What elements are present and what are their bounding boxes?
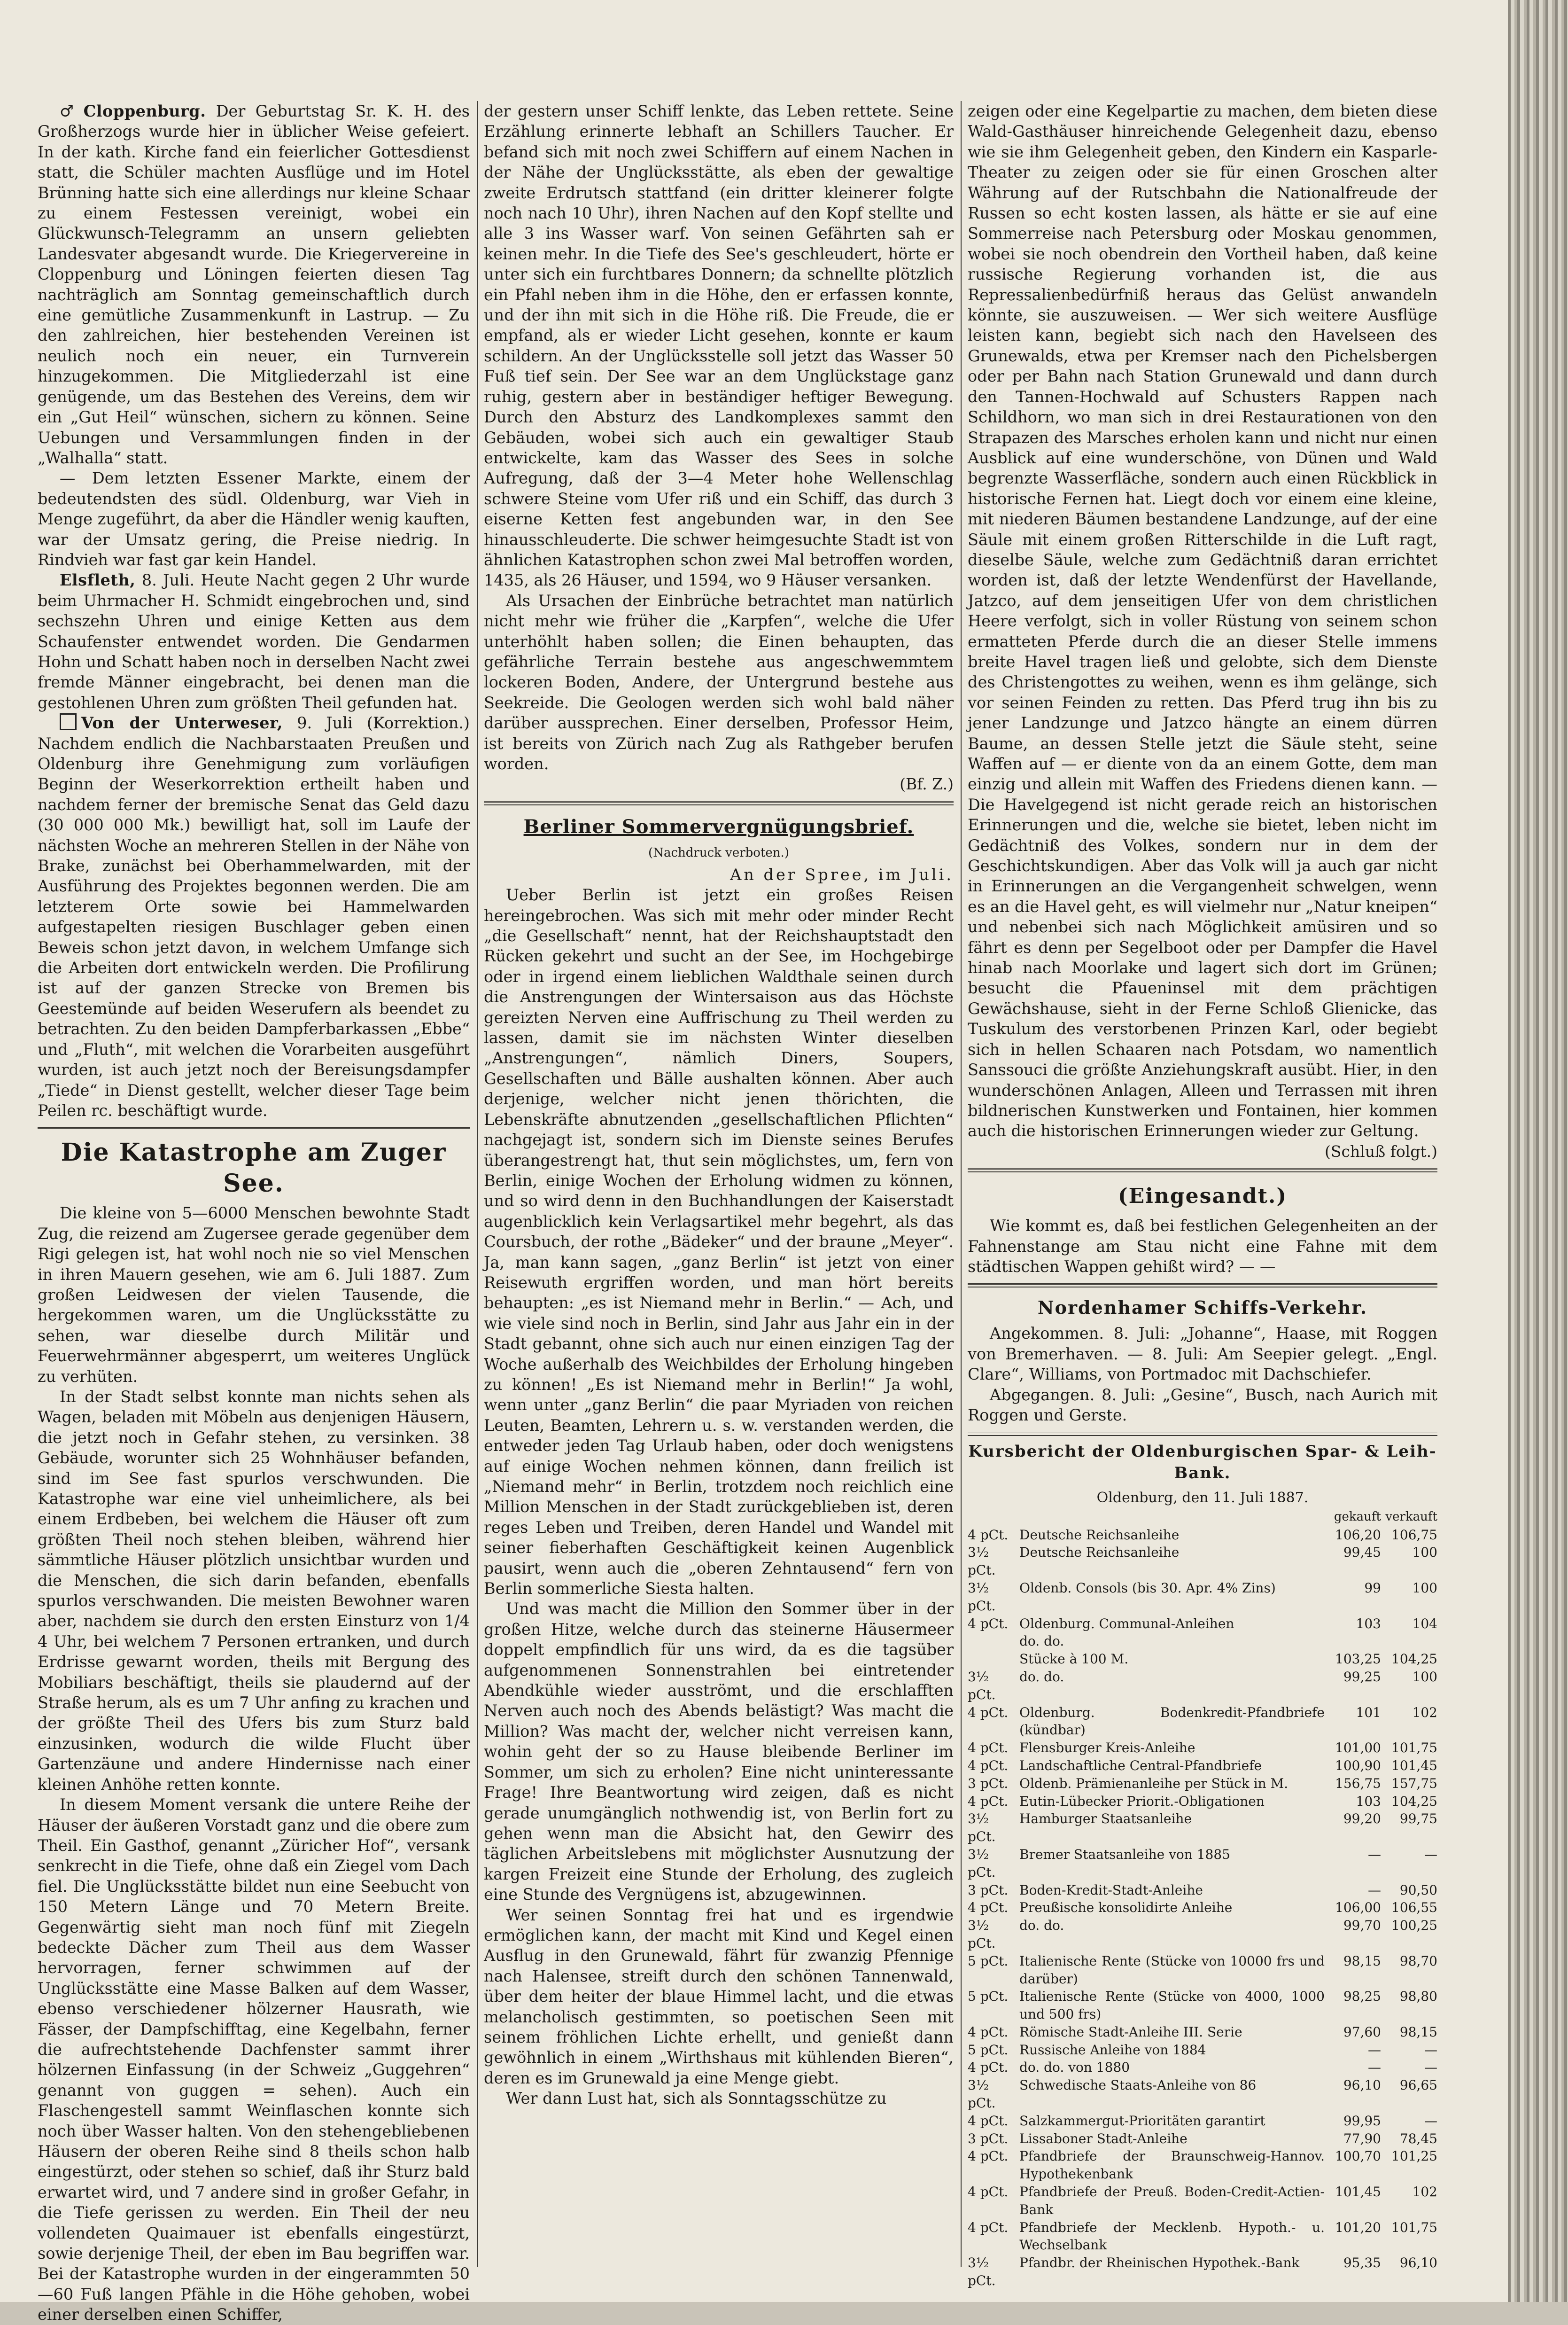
unterweser-article [38, 713, 470, 1121]
kurs-row [968, 2112, 1437, 2130]
section-divider [484, 801, 954, 805]
kurs-row [968, 2041, 1437, 2059]
kurs-buy: 103 [1356, 1615, 1381, 1631]
kurs-buy: — [1368, 2060, 1381, 2075]
unterweser-text: 9. Juli (Korrektion.) Nachdem endlich die Nachbarstaaten Preußen und Oldenburg ihre Genehmigung zum vorläufigen Beginn der Weserkorrektion ertheilt haben und nachdem ferner der bremische Senat das Geld dazu (30 000 000 Mk.) bewilligt hat, soll im Laufe der nächsten Woche an mehreren Stellen in der Nähe von Brake, zunächst bei Oberhammelwarden, mit der Ausführung des Projektes begonnen werden. Die am letzterem Orte sowie bei Hammelwarden aufgestapelten riesigen Buschlager geben einen Beweis schon jetzt davon, in welchem Umfange sich die Arbeiten dort entwickeln werden. Die Profilirung ist auf der ganzen Strecke von Bremen bis Geestemünde auf beiden Weserufern als beendet zu betrachten. Zu den beiden Dampferbarkassen „Ebbe“ und „Fluth“, mit welchen die Vorarbeiten ausgeführt wurden, ist auch jetzt noch der Bereisungsdampfer „Tiede“ in Dienst gestellt, welcher dieser Tage beim Peilen rc. beschäftigt wurde. [38, 714, 470, 1120]
kurs-name: do. do. [1019, 1669, 1064, 1685]
kurs-pct [968, 1632, 1019, 1650]
kurs-name: Italienische Rente (Stücke von 4000, 1000 und 500 frs) [1019, 1989, 1325, 2022]
kurs-buy: — [1368, 1846, 1381, 1862]
kurs-sell: — [1424, 2042, 1437, 2058]
kurs-name: do. do. [1019, 1918, 1064, 1934]
berlin-paragraph: Und was macht die Million den Sommer über in der großen Hitze, welche durch das steinerne Häusermeer doppelt empfindlich für uns wird, da es die tagsüber aufgenommenen Sonnenstrahlen bei eintretender Abendkühle wieder ausströmt, und die erschlafften Nerven auch noch des Abends belästigt? Was macht die Million? Was macht der, welcher nicht verreisen kann, wohin geht der so zu Hause bleibende Berliner im Sommer, um sich zu erholen? Eine nicht uninteressante Frage! Ihre Beantwortung wird zeigen, daß es nicht gerade unumgänglich nothwendig ist, von Berlin fort zu gehen wenn man die Absicht hat, den Gewirr des täglichen Arbeitslebens mit möglichster Ausnutzung der kargen Freizeit eine Stunde der Erholung, des zugleich eine Stunde des Vergnügens ist, abzugewinnen. [484, 1599, 954, 1904]
eingesandt-text: Wie kommt es, daß bei festlichen Gelegenheiten an der Fahnenstange am Stau nicht eine Fahne mit dem städtischen Wappen gehißt wird? — — [968, 1217, 1437, 1276]
kurs-sell: 100 [1412, 1580, 1437, 1596]
kurs-buy: 77,90 [1343, 2130, 1381, 2146]
kurs-row [968, 1579, 1437, 1615]
berlin-paragraph: zeigen oder eine Kegelpartie zu machen, dem bieten diese Wald-Gasthäuser hinreichende Gelegenheit dazu, ebenso wie sie ihm Gelegenheit geben, den Kindern ein Kasparle-Theater zu zeigen oder sie für einen Groschen alter Währung auf der Rutschbahn die Nationalfreude der Russen so echt kosten lassen, als hätte er sie auf eine Sommerreise nach Petersburg oder Moskau genommen, wobei sie noch obendrein den Vortheil haben, daß keine russische Regierung vorhanden ist, die aus Repressalienbedürfniß heraus das Gelüst anwandeln könnte, sie auszuweisen. — Wer sich weitere Ausflüge leisten kann, begiebt sich nach den Havelseen des Grunewalds, etwa per Kremser nach den Pichelsbergen oder per Bahn nach Station Grunewald und dann durch den Tannen-Hochwald auf Schusters Rappen nach Schildhorn, wo man sich in drei Restaurationen von den Strapazen des Marsches erholen kann und nicht nur einen Ausblick auf eine wunderschöne, von Dünen und Wald begrenzte Wasserfläche, sondern auch einen Rückblick in historische Fernen hat. Liegt doch vor einem eine kleine, mit niederen Bäumen bestandene Landzunge, auf der eine Säule mit einem großen Ritterschilde in die Luft ragt, dieselbe Säule, welche zum Gedächtniß daran errichtet worden ist, daß der letzte Wendenfürst der Havellande, Jatzco, auf dem jenseitigen Ufer von dem christlichen Heere verfolgt, sich in voller Rüstung von seinem schon ermatteten Pferde durch die an dieser Stelle immens breite Havel tragen ließ und gelobte, sich dem Dienste des Christengottes zu weihen, wenn es ihm gelänge, sich vor seinen Feinden zu retten. Das Pferd trug ihn bis zu jener Landzunge und Jatzco hängte an einem dürren Baume, an dessen Stelle jetzt die Säule steht, seine Waffen auf — er diente von da an einem Gotte, dem man einzig und allein mit Waffen des Friedens dienen kann. — Die Havelgegend ist nicht gerade reich an historischen Erinnerungen und die, welche sie bietet, leben nicht im Gedächtniß des Volkes, sondern nur in dem der Geschichtskundigen. Aber das Volk will ja auch gar nicht in Erinnerungen an die Vergangenheit schwelgen, wenn es an die Havel geht, es will vielmehr nur „Natur kneipen“ und nebenbei sich nach Möglichkeit amüsiren und so fährt es denn per Segelboot oder per Dampfer die Havel hinab nach Moorlake und lagert sich dort im Grünen; besucht die Pfaueninsel mit dem prächtigen Gewächshause, sieht in der Ferne Schloß Glienicke, das Tuskulum des verstorbenen Prinzen Karl, oder begiebt sich in hellen Schaaren nach Potsdam, wo namentlich Sanssouci die größte Anziehungskraft ausübt. Hier, in den wunderschönen Anlagen, Alleen und Terrassen mit ihren bildnerischen Kunstwerken und Fontainen, hier kommen auch die historischen Erinnerungen wieder zur Geltung. [968, 102, 1437, 1140]
kurs-buy: 100,90 [1335, 1757, 1381, 1773]
kurs-sell: 104 [1412, 1615, 1437, 1631]
zug-paragraph: der gestern unser Schiff lenkte, das Leben rettete. Seine Erzählung erinnerte lebhaft an Schillers Taucher. Er befand sich mit noch zwei Schiffern auf einem Nachen in der Nähe der Unglücksstätte, als eben der gewaltige zweite Erdrutsch stattfand (ein dritter kleinerer folgte noch nach 10 Uhr), ihren Nachen auf den Kopf stellte und alle 3 ins Wasser warf. Von seinen Gefährten sah er keinen mehr. In die Tiefe des See's geschleudert, hörte er unter sich ein furchtbares Donnern; da schnellte plötzlich ein Pfahl neben ihm in die Höhe, den er erfassen konnte, und der ihn mit sich in die Höhe riß. Die Freude, die er empfand, als er wieder Licht gesehen, konnte er kaum schildern. An der Unglücksstelle soll jetzt das Wasser 50 Fuß tief sein. Der See war an dem Unglückstage ganz ruhig, gestern aber in beständiger heftiger Bewegung. Durch den Absturz des Landkomplexes sammt den Gebäuden, wobei sich auch ein gewaltiger Staub entwickelte, kam das Wasser des Sees in solche Aufregung, daß der 3—4 Meter hohe Wellenschlag schwere Steine vom Ufer riß und ein Schiff, das durch 3 eiserne Ketten fest angebunden war, in den See hinausschleuderte. Die schwer heimgesuchte Stadt ist von ähnlichen Katastrophen schon zwei Mal betroffen worden, 1435, als 26 Häuser, und 1594, wo 9 Häuser versanken. [484, 102, 954, 590]
kurs-sell: 102 [1412, 2184, 1437, 2200]
kurs-pct: 4 pCt. [968, 2060, 1009, 2075]
kurs-row [968, 2254, 1437, 2290]
kurs-pct: 3½ pCt. [968, 1580, 996, 1614]
kurs-pct: 3 pCt. [968, 1882, 1009, 1898]
kurs-name: Landschaftliche Central-Pfandbriefe [1019, 1757, 1262, 1773]
kurs-sell: 98,70 [1399, 1953, 1437, 1969]
kurs-buy: 99,45 [1343, 1545, 1381, 1560]
kurs-name: Oldenb. Consols (bis 30. Apr. 4% Zins) [1019, 1580, 1276, 1596]
kurs-row [968, 1704, 1437, 1740]
elsfleth-place: Elsfleth, [59, 571, 136, 590]
kurs-row [968, 2130, 1437, 2148]
kurs-row [968, 1668, 1437, 1704]
kurs-name: Lissaboner Stadt-Anleihe [1019, 2130, 1188, 2146]
kurs-sell: 99,75 [1399, 1811, 1437, 1827]
schiffs-title: Nordenhamer Schiffs-Verkehr. [1037, 1297, 1368, 1319]
cloppenburg-article [38, 101, 470, 468]
kurs-sell: 101,75 [1391, 2219, 1437, 2235]
kurs-row [968, 1793, 1437, 1810]
kurs-sell: 78,45 [1399, 2130, 1437, 2146]
kurs-sell: 157,75 [1391, 1775, 1437, 1791]
kurs-head-buy: gekauft [1334, 1509, 1381, 1524]
kurs-row [968, 1757, 1437, 1775]
kurs-name: Oldenb. Prämienanleihe per Stück in M. [1019, 1775, 1289, 1791]
kurs-name: Pfandbr. der Rheinischen Hypothek.-Bank [1019, 2255, 1300, 2271]
kurs-sell: — [1424, 2113, 1437, 2129]
kurs-sell: 90,50 [1399, 1882, 1437, 1898]
kurs-row [968, 2059, 1437, 2076]
kurs-row [968, 1632, 1437, 1650]
kurs-name: Russische Anleihe von 1884 [1019, 2042, 1206, 2058]
kurs-sell: 96,10 [1399, 2255, 1437, 2271]
kurs-sell: 98,80 [1399, 1989, 1437, 2005]
kurs-header-row [968, 1508, 1437, 1526]
kurs-buy: 156,75 [1335, 1775, 1381, 1791]
kurs-pct: 4 pCt. [968, 2184, 1009, 2200]
kurs-name: do. do. [1019, 1633, 1064, 1649]
kurs-sell: 101,75 [1391, 1740, 1437, 1756]
kurs-buy: 101,00 [1335, 1740, 1381, 1756]
kurs-sell: 104,25 [1391, 1651, 1437, 1667]
kurs-sell: — [1424, 1846, 1437, 1862]
zug-paragraph: Als Ursachen der Einbrüche betrachtet man natürlich nicht mehr wie früher die „Karpfen“, welche die Ufer unterhöhlt haben sollen; die Einen behaupten, das gefährliche Terrain bestehe aus angeschwemmtem lockeren Boden, Andere, der Untergrund bestehe aus Seekreide. Die Geologen werden sich wohl bald näher darüber aussprechen. Einer derselben, Professor Heim, ist bereits von Zürich nach Zug als Rathgeber berufen worden. [484, 591, 954, 773]
kurs-buy: 99,20 [1343, 1811, 1381, 1827]
kurs-sell: 104,25 [1391, 1793, 1437, 1809]
unterweser-place: Von der Unterweser, [81, 714, 283, 733]
kurs-sell: 100 [1412, 1545, 1437, 1560]
cloppenburg-place: Cloppenburg. [83, 102, 206, 120]
kurs-sell: 96,65 [1399, 2077, 1437, 2093]
kurs-pct: 4 pCt. [968, 2148, 1009, 2164]
kurs-row [968, 1917, 1437, 1952]
zug-paragraph: In der Stadt selbst konnte man nichts sehen als Wagen, beladen mit Möbeln aus denjenigen Häusern, die jetzt noch in Gefahr stehen, zu versinken. 38 Gebäude, worunter sich 25 Wohnhäuser befanden, sind im See fast spurlos verschwunden. Die Katastrophe war eine viel unheimlichere, als bei einem Erdbeben, bei welchem die Häuser oft zum größten Theil noch stehen bleiben, während hier sämmtliche Häuser plötzlich unsichtbar wurden und die Menschen, die sich darin befanden, ebenfalls spurlos verschwanden. Die meisten Bewohner waren aber, nachdem sie durch den ersten Einsturz von 1/4 4 Uhr, bei welchem 7 Personen ertranken, und durch Erdrisse gewarnt worden, theils mit Bergung des Mobiliars beschäftigt, theils sie plaudernd auf der Straße herum, als es um 7 Uhr anfing zu krachen und der größte Theil des Ufers bis zum Sturz bald einzusinken, wodurch die wilde Flucht über Gartenzäune und andere Hindernisse nach einer kleinen Anhöhe retten konnte. [38, 1387, 470, 1794]
kurs-buy: 99 [1364, 1580, 1381, 1596]
kurs-row [968, 2219, 1437, 2255]
kurs-pct: 5 pCt. [968, 1953, 1009, 1969]
berlin-signature: (Schluß folgt.) [1325, 1142, 1437, 1161]
kurs-name: Schwedische Staats-Anleihe von 86 [1019, 2077, 1257, 2093]
kurs-sell: 100 [1412, 1669, 1437, 1685]
berlin-paragraph: Wer seinen Sonntag frei hat und es irgendwie ermöglichen kann, der macht mit Kind und Kegel einen Ausflug in den Grunewald, fährt für zwanzig Pfennige nach Halensee, streift durch den schönen Tannenwald, über dem heiter der blaue Himmel lacht, und die etwas melancholisch gestimmten, so poetischen Seen mit seinem fröhlichen Lichte erhellt, und genießt dann gewöhnlich in einem „Wirthshaus mit kühlenden Bieren“, deren es im Grunewald ja eine Menge giebt. [484, 1905, 954, 2087]
kurs-buy: — [1368, 1882, 1381, 1898]
kurs-pct: 4 pCt. [968, 1615, 1009, 1631]
kurs-name: Salzkammergut-Prioritäten garantirt [1019, 2113, 1265, 2129]
kurs-buy: 99,95 [1343, 2113, 1381, 2129]
kurs-name: Hamburger Staatsanleihe [1019, 1811, 1192, 1827]
kurs-name: Deutsche Reichsanleihe [1019, 1545, 1180, 1560]
kurs-pct: 3½ pCt. [968, 2077, 996, 2111]
kurs-name: Oldenburg. Bodenkredit-Pfandbriefe (kündbar) [1019, 1704, 1325, 1738]
eingesandt-title: (Eingesandt.) [1118, 1184, 1288, 1209]
kurs-name: Boden-Kredit-Stadt-Anleihe [1019, 1882, 1203, 1898]
kurs-pct: 4 pCt. [968, 2024, 1009, 2040]
kurs-pct: 4 pCt. [968, 2219, 1009, 2235]
kurs-pct: 3½ pCt. [968, 1918, 996, 1951]
kurs-date: Oldenburg, den 11. Juli 1887. [1096, 1490, 1309, 1506]
kurs-buy: — [1368, 2042, 1381, 2058]
kurs-row [968, 1544, 1437, 1579]
kurs-buy: 98,25 [1343, 1989, 1381, 2005]
kurs-sell: 101,45 [1391, 1757, 1437, 1773]
kurs-name: Preußische konsolidirte Anleihe [1019, 1900, 1233, 1916]
kurs-sell: 101,25 [1391, 2148, 1437, 2164]
box-symbol-icon [60, 713, 77, 730]
kurs-row [968, 1775, 1437, 1793]
berlin-subtitle: (Nachdruck verboten.) [648, 845, 789, 860]
kurs-buy: 101,45 [1335, 2184, 1381, 2200]
kurs-row [968, 1899, 1437, 1917]
kurs-row [968, 1526, 1437, 1544]
kurs-pct: 3½ pCt. [968, 1669, 996, 1702]
kurs-pct: 3½ pCt. [968, 1846, 996, 1880]
kurs-name: Flensburger Kreis-Anleihe [1019, 1740, 1195, 1756]
column-3 [968, 101, 1437, 2289]
kurs-buy: 100,70 [1335, 2148, 1381, 2164]
kurs-buy: 103,25 [1335, 1651, 1381, 1667]
kurs-buy: 103 [1356, 1793, 1381, 1809]
kurs-name: Pfandbriefe der Preuß. Boden-Credit-Actien-Bank [1019, 2184, 1325, 2217]
zug-paragraph: In diesem Moment versank die untere Reihe der Häuser der äußeren Vorstadt ganz und die obere zum Theil. Ein Gasthof, genannt „Züricher Hof“, versank senkrecht in die Tiefe, ohne daß ein Ziegel vom Dach fiel. Die Unglücksstätte bildet nun eine Seebucht von 150 Metern Länge und 70 Metern Breite. Gegenwärtig sieht man noch fünf mit Ziegeln bedeckte Dächer zum Theil aus dem Wasser hervorragen, ferner schwimmen auf der Unglücksstätte eine Masse Balken auf dem Wasser, ebenso verschiedener hölzerner Hausrath, wie Fässer, der Dampfschifftag, eine Kegelbahn, ferner die aufrechtstehende Dachfenster sammt ihrer hölzernen Einfassung (in der Schweiz „Guggehren“ genannt von guggen = sehen). Auch ein Flaschengestell sammt Weinflaschen konnte sich noch über Wasser halten. Von den stehengebliebenen Häusern der oberen Reihe sind 8 theils schon halb eingestürzt, oder stehen so schief, daß ihr Sturz bald erwartet wird, und 7 andere sind in großer Gefahr, in die Tiefe gerissen zu werden. Ein Theil der neu vollendeten Quaimauer ist ebenfalls eingestürzt, sowie derjenige Theil, der eben im Bau begriffen war. Bei der Katastrophe wurden in der eingerammten 50—60 Fuß langen Pfähle in die Höhe gehoben, wobei einer derselben einen Schiffer, [38, 1795, 470, 2324]
berlin-paragraph: Wer dann Lust hat, sich als Sonntagsschütze zu [505, 2089, 887, 2108]
kurs-row [968, 1739, 1437, 1757]
kurs-sell: 106,75 [1391, 1527, 1437, 1543]
kurs-row [968, 2023, 1437, 2041]
zug-signature: (Bf. Z.) [900, 775, 954, 794]
kurs-row [968, 2147, 1437, 2183]
essen-market-text: — Dem letzten Essener Markte, einem der bedeutendsten des südl. Oldenburg, war Vieh in Menge zugeführt, da aber die Händler wenig kauften, war der Umsatz gering, die Preise niedrig. In Rindvieh war fast gar kein Handel. [38, 469, 470, 569]
schiffs-departed: Abgegangen. 8. Juli: „Gesine“, Busch, nach Aurich mit Roggen und Gerste. [968, 1385, 1437, 1424]
kurs-pct: 4 pCt. [968, 2113, 1009, 2129]
section-divider [968, 1168, 1437, 1172]
kurs-row [968, 1615, 1437, 1633]
kurs-pct: 4 pCt. [968, 1527, 1009, 1543]
kurs-name: Oldenburg. Communal-Anleihen [1019, 1615, 1234, 1631]
kurs-row [968, 1988, 1437, 2023]
kurs-sell: — [1424, 2060, 1437, 2075]
kurs-buy: 98,15 [1343, 1953, 1381, 1969]
kurs-pct: 3½ pCt. [968, 2255, 996, 2289]
kurs-pct: 4 pCt. [968, 1900, 1009, 1916]
kurs-buy: 97,60 [1343, 2024, 1381, 2040]
kurs-name: Deutsche Reichsanleihe [1019, 1527, 1180, 1543]
kurs-name: Stücke à 100 M. [1019, 1651, 1129, 1667]
kurs-title: Kursbericht der Oldenburgischen Spar- & Leih-Bank. [968, 1442, 1437, 1483]
male-symbol-icon: ♂ [59, 102, 79, 120]
berlin-dateline: An der Spree, im Juli. [730, 865, 954, 884]
kurs-table [968, 1508, 1437, 2290]
kurs-pct: 5 pCt. [968, 2042, 1009, 2058]
kurs-buy: 99,25 [1343, 1669, 1381, 1685]
column-divider [961, 101, 962, 2267]
kurs-name: Pfandbriefe der Braunschweig-Hannov. Hypothekenbank [1019, 2148, 1325, 2182]
kurs-buy: 101 [1356, 1704, 1381, 1720]
kurs-head-sell: verkauft [1385, 1509, 1437, 1524]
kurs-name: Römische Stadt-Anleihe III. Serie [1019, 2024, 1242, 2040]
column-divider [477, 101, 478, 2267]
column-2 [484, 101, 954, 2267]
schiffs-arrived: Angekommen. 8. Juli: „Johanne“, Haase, mit Roggen von Bremerhaven. — 8. Juli: Am Seepier gelegt. „Engl. Clare“, Williams, von Portmadoc mit Dachschiefer. [968, 1324, 1437, 1384]
zug-title: Die Katastrophe am Zuger See. [61, 1138, 447, 1198]
kurs-buy: 99,70 [1343, 1918, 1381, 1934]
kurs-name: Italienische Rente (Stücke von 10000 frs und darüber) [1019, 1953, 1325, 1987]
kurs-name: Pfandbriefe der Mecklenb. Hypoth.- u. Wechselbank [1019, 2219, 1325, 2253]
berlin-paragraph: Ueber Berlin ist jetzt ein großes Reisen hereingebrochen. Was sich mit mehr oder minder Recht „die Gesellschaft“ nennt, hat der Reichshauptstadt den Rücken gekehrt und sucht an der See, im Hochgebirge oder in irgend einem lieblichen Waldthale seinen durch die Anstrengungen der Wintersaison aus das Höchste gereizten Nerven eine Auffrischung zu Theil werden zu lassen, damit sie im nächsten Winter dieselben „Anstrengungen“, nämlich Diners, Soupers, Gesellschaften und Bälle aushalten können. Aber auch derjenige, welcher nicht jenen thörichten, die Lebenskräfte abnutzenden „gesellschaftlichen Pflichten“ nachgejagt ist, sondern sich im Dienste seines Berufes überangestrengt hat, thut sein möglichstes, um, fern von Berlin, einige Wochen der Erholung widmen zu können, und so wird denn in den Buchhandlungen der Kaiserstadt augenblicklich kein Verlagsartikel mehr begehrt, als das Coursbuch, der rothe „Bädeker“ und der braune „Meyer“. Ja, man kann sagen, „ganz Berlin“ ist jetzt von einer Reisewuth ergriffen worden, und man hört bereits behaupten: „es ist Niemand mehr in Berlin.“ — Ach, und wie viele sind noch in Berlin, sind Jahr aus Jahr ein in der Stadt gebannt, ohne sich auch nur einen einzigen Tag der Woche außerhalb des Weichbildes der Erholung hingeben zu können! „Es ist Niemand mehr in Berlin!“ Ja wohl, wenn unter „ganz Berlin“ die paar Myriaden von reichen Leuten, Beamten, Lehrern u. s. w. verstanden werden, die entweder jeden Tag Urlaub haben, oder doch wenigstens auf einige Wochen nehmen können, dann freilich ist „Niemand mehr“ in Berlin, trotzdem noch reichlich eine Million Menschen in der Stadt zurückgeblieben ist, deren reges Leben und Treiben, deren Handel und Wandel mit seiner fieberhaften Geschäftigkeit keinen Augenblick pausirt, wenn auch die „oberen Zehntausend“ fern von Berlin sommerliche Siesta halten. [484, 886, 954, 1598]
kurs-buy: 96,10 [1343, 2077, 1381, 2093]
kurs-pct: 4 pCt. [968, 1740, 1009, 1756]
kurs-row [968, 1881, 1437, 1899]
kurs-row [968, 2183, 1437, 2219]
kurs-buy: 95,35 [1343, 2255, 1381, 2271]
kurs-sell: 100,25 [1391, 1918, 1437, 1934]
page-edge [1508, 0, 1568, 2302]
kurs-sell: 98,15 [1399, 2024, 1437, 2040]
kurs-name: Eutin-Lübecker Priorit.-Obligationen [1019, 1793, 1265, 1809]
section-divider [38, 1127, 470, 1129]
kurs-buy [1325, 1632, 1381, 1650]
kurs-row [968, 1952, 1437, 1988]
kurs-pct: 3 pCt. [968, 1775, 1009, 1791]
section-divider [968, 1432, 1437, 1436]
kurs-buy: 101,20 [1335, 2219, 1381, 2235]
kurs-name: do. do. von 1880 [1019, 2060, 1130, 2075]
kurs-sell [1381, 1632, 1437, 1650]
kurs-pct: 5 pCt. [968, 1989, 1009, 2005]
kurs-pct: 4 pCt. [968, 1704, 1009, 1720]
zug-paragraph: Die kleine von 5—6000 Menschen bewohnte Stadt Zug, die reizend am Zugersee gerade gegenüber dem Rigi gelegen ist, hat wohl noch nie so viel Menschen in ihren Mauern gesehen, wie am 6. Juli 1887. Zum großen Leidwesen der vielen Tausende, die hergekommen waren, um die Unglücksstätte zu sehen, war dieselbe durch Militär und Feuerwehrmänner abgesperrt, um weiteres Unglück zu verhüten. [38, 1204, 470, 1386]
elsfleth-text: 8. Juli. Heute Nacht gegen 2 Uhr wurde beim Uhrmacher H. Schmidt eingebrochen und, sind sechszehn Uhren und einige Ketten aus dem Schaufenster entwendet worden. Die Gendarmen Hohn und Schatt haben noch in derselben Nacht zwei fremde Männer eingebracht, bei denen man die gestohlenen Uhren zum größten Theil gefunden hat. [38, 571, 470, 712]
column-1 [38, 101, 470, 2324]
kurs-pct: 4 pCt. [968, 1757, 1009, 1773]
elsfleth-article [38, 570, 470, 713]
kurs-row [968, 1650, 1437, 1668]
kurs-row [968, 1810, 1437, 1846]
kurs-row [968, 1846, 1437, 1881]
berlin-title: Berliner Sommervergnügungsbrief. [523, 815, 914, 838]
kurs-pct: 3½ pCt. [968, 1811, 996, 1845]
kurs-pct: 3½ pCt. [968, 1545, 996, 1578]
section-divider [968, 1283, 1437, 1287]
kurs-buy: 106,00 [1335, 1900, 1381, 1916]
kurs-pct: 3 pCt. [968, 2130, 1009, 2146]
kurs-buy: 106,20 [1335, 1527, 1381, 1543]
kurs-name: Bremer Staatsanleihe von 1885 [1019, 1846, 1230, 1862]
cloppenburg-text: Der Geburtstag Sr. K. H. des Großherzogs wurde hier in üblicher Weise gefeiert. In der kath. Kirche fand ein feierlicher Gottesdienst statt, die Schüler machten Ausflüge und im Hotel Brünning hatte sich eine allerdings nur kleine Schaar zu einem Festessen vereinigt, wobei ein Glückwunsch-Telegramm an unsern geliebten Landesvater abgesandt wurde. Die Kriegervereine in Cloppenburg und Löningen feierten diesen Tag nachträglich am Sonntag gemeinschaftlich durch eine gemütliche Zusammenkunft in Lastrup. — Zu den zahlreichen, hier bestehenden Vereinen ist neulich noch ein neuer, ein Turnverein hinzugekommen. Die Mitgliederzahl ist eine genügende, um das Bestehen des Vereins, dem wir ein „Gut Heil“ wünschen, sichern zu können. Seine Uebungen und Versammlungen finden in der „Walhalla“ statt. [38, 102, 470, 467]
kurs-pct: 4 pCt. [968, 1793, 1009, 1809]
kurs-sell: 102 [1412, 1704, 1437, 1720]
kurs-sell: 106,55 [1391, 1900, 1437, 1916]
kurs-row [968, 2076, 1437, 2112]
kurs-pct [968, 1650, 1019, 1668]
